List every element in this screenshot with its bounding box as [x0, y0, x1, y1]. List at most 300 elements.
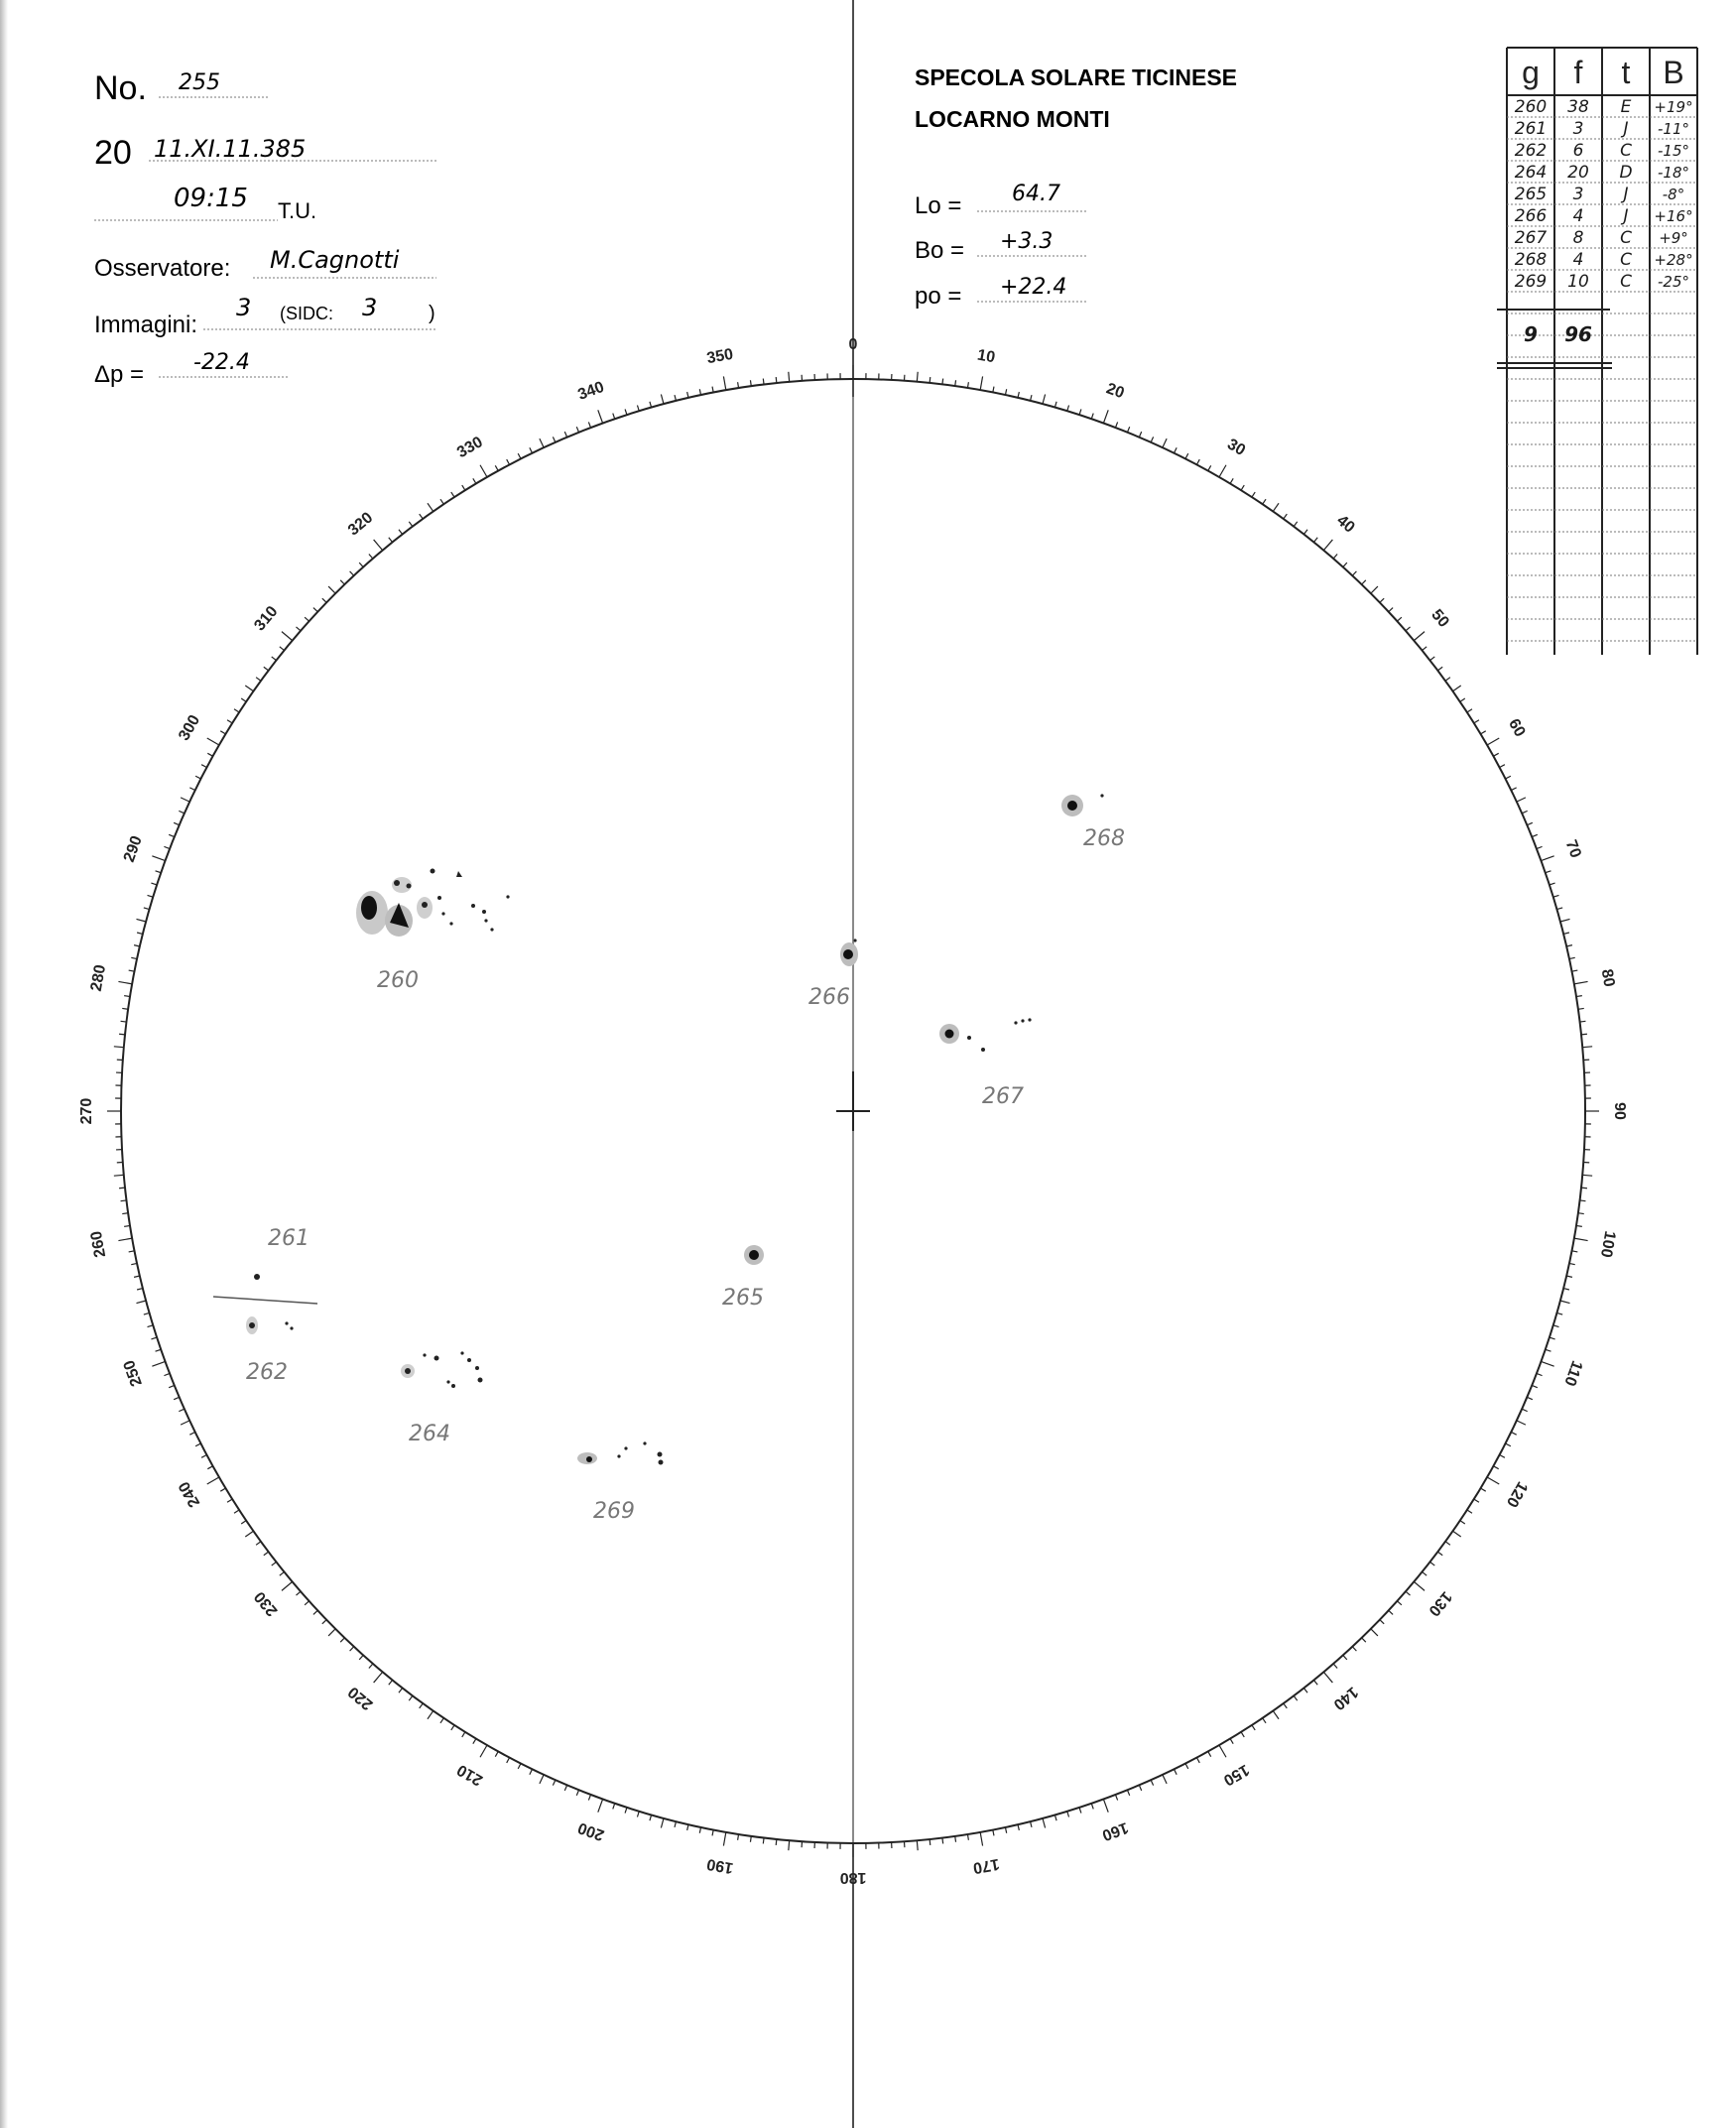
- degree-tick: [1284, 1703, 1288, 1708]
- degree-tick: [1005, 1827, 1006, 1833]
- degree-label-100: 100: [1596, 1229, 1619, 1259]
- sunspot-umbra: [441, 912, 444, 915]
- table-cell: 6: [1572, 141, 1584, 161]
- group-label-264: 264: [409, 1422, 450, 1446]
- degree-tick: [763, 1837, 764, 1843]
- degree-tick: [1571, 970, 1577, 971]
- degree-tick: [1127, 427, 1129, 433]
- degree-label-0: 0: [848, 336, 858, 354]
- group-label-268: 268: [1083, 826, 1125, 851]
- degree-tick: [1550, 1337, 1555, 1339]
- degree-tick: [451, 492, 454, 497]
- sunspot-umbra: [482, 910, 486, 914]
- header-center: [915, 64, 1237, 310]
- degree-tick: [409, 1695, 413, 1700]
- degree-tick: [179, 1409, 184, 1411]
- degree-tick: [369, 554, 373, 559]
- degree-tick: [1323, 540, 1332, 551]
- degree-tick: [207, 738, 219, 745]
- degree-tick: [189, 788, 194, 791]
- degree-tick: [227, 720, 232, 723]
- group-label-265: 265: [722, 1286, 764, 1311]
- degree-tick: [625, 409, 627, 415]
- table-cell: C: [1620, 141, 1632, 161]
- table-cell: 38: [1567, 97, 1589, 117]
- table-cell: C: [1620, 250, 1632, 270]
- degree-tick: [220, 731, 225, 734]
- degree-tick: [1362, 580, 1366, 584]
- sunspot-umbra: [643, 1441, 646, 1444]
- degree-tick: [137, 933, 143, 934]
- table-cell: C: [1620, 272, 1632, 292]
- table-cell: 265: [1514, 185, 1548, 204]
- sunspot-umbra: [1021, 1019, 1024, 1022]
- table-cell: 264: [1514, 163, 1548, 183]
- degree-tick: [1333, 554, 1337, 559]
- degree-tick: [1219, 465, 1226, 477]
- degree-tick: [1406, 1591, 1411, 1595]
- sunspot-umbra: [460, 1351, 463, 1354]
- degree-tick: [750, 1836, 751, 1842]
- observer-value: M.Cagnotti: [270, 246, 400, 274]
- sunspot-umbra: [423, 1353, 426, 1356]
- degree-tick: [738, 382, 739, 388]
- degree-label-80: 80: [1597, 967, 1618, 989]
- degree-tick: [1230, 1739, 1233, 1744]
- degree-tick: [1582, 1047, 1592, 1048]
- table-cell: 3: [1572, 119, 1584, 139]
- degree-tick: [1576, 996, 1582, 997]
- table-cell: 8: [1572, 228, 1584, 248]
- sunspot-umbra: [475, 1366, 479, 1370]
- degree-tick: [1581, 1188, 1587, 1189]
- degree-tick: [151, 1337, 157, 1339]
- degree-tick: [1414, 1581, 1425, 1590]
- degree-tick: [256, 1542, 261, 1546]
- sunspot-group-267: [939, 1018, 1032, 1052]
- group-label-267: 267: [982, 1084, 1024, 1109]
- degree-tick: [1185, 453, 1188, 458]
- degree-tick: [1273, 1711, 1279, 1719]
- degree-tick: [1474, 1499, 1479, 1502]
- degree-tick: [264, 667, 269, 671]
- degree-tick: [712, 1829, 713, 1835]
- degree-tick: [174, 822, 180, 824]
- date-value: 11.XI.11.385: [154, 135, 307, 163]
- degree-tick: [359, 1655, 363, 1659]
- degree-tick: [144, 1313, 150, 1314]
- degree-tick: [588, 422, 590, 428]
- degree-tick: [530, 1769, 533, 1774]
- degree-tick: [1522, 811, 1527, 813]
- degree-label-300: 300: [176, 712, 204, 744]
- table-cell: J: [1623, 119, 1629, 139]
- observer-label: Osservatore:: [94, 255, 231, 282]
- table-cell: 20: [1567, 163, 1589, 183]
- degree-tick: [169, 1385, 175, 1387]
- degree-tick: [122, 1213, 128, 1214]
- degree-tick: [1493, 1466, 1498, 1469]
- degree-tick: [1532, 1385, 1538, 1387]
- degree-tick: [305, 617, 309, 621]
- sunspot-umbra: [394, 880, 400, 886]
- table-cell: 4: [1572, 250, 1584, 270]
- table-cell: 4: [1572, 206, 1584, 226]
- table-cell: 269: [1514, 272, 1548, 292]
- table-cell: D: [1619, 163, 1633, 183]
- degree-tick: [613, 1804, 615, 1810]
- degree-tick: [313, 608, 317, 612]
- degree-tick: [129, 1251, 135, 1252]
- degree-tick: [1343, 563, 1347, 566]
- degree-tick: [1541, 856, 1553, 861]
- degree-tick: [1115, 422, 1117, 428]
- table-cell: 10: [1567, 272, 1589, 292]
- degree-tick: [201, 1454, 206, 1457]
- degree-tick: [1352, 1647, 1356, 1651]
- degree-label-320: 320: [344, 509, 377, 540]
- degree-tick: [473, 478, 476, 483]
- degree-tick: [661, 1818, 664, 1828]
- sunspot-umbra: [437, 896, 441, 900]
- degree-tick: [1460, 698, 1465, 701]
- degree-tick: [625, 1808, 627, 1814]
- sunspot-umbra: [749, 1250, 759, 1260]
- degree-label-180: 180: [839, 1868, 867, 1886]
- degree-tick: [264, 1552, 269, 1556]
- time-suffix: T.U.: [278, 198, 317, 223]
- degree-tick: [675, 395, 676, 401]
- degree-tick: [1576, 1225, 1582, 1226]
- degree-tick: [598, 1799, 603, 1812]
- sunspot-umbra: [446, 1380, 449, 1383]
- degree-label-110: 110: [1560, 1358, 1586, 1389]
- degree-tick: [282, 1581, 293, 1590]
- table-header-g: g: [1522, 55, 1540, 90]
- degree-tick: [1241, 1732, 1244, 1737]
- table-cell: 260: [1514, 97, 1548, 117]
- degree-tick: [1550, 883, 1555, 885]
- degree-tick: [280, 647, 285, 651]
- table-cell: 3: [1572, 185, 1584, 204]
- degree-tick: [1566, 1276, 1572, 1277]
- degree-tick: [1481, 1488, 1486, 1491]
- degree-tick: [245, 1531, 253, 1537]
- degree-tick: [1018, 1824, 1019, 1830]
- degree-tick: [1423, 647, 1427, 651]
- sidc-close: ): [429, 303, 435, 324]
- degree-tick: [1139, 1785, 1141, 1791]
- degree-tick: [1252, 492, 1255, 497]
- sunspot-umbra: [843, 949, 853, 959]
- p0-value: +22.4: [1000, 275, 1067, 300]
- degree-tick: [428, 1711, 434, 1719]
- degree-tick: [234, 709, 239, 712]
- degree-label-220: 220: [344, 1683, 377, 1713]
- degree-tick: [189, 1433, 194, 1436]
- degree-tick: [181, 798, 189, 802]
- degree-tick: [1560, 1301, 1570, 1304]
- sunspot-umbra: [659, 1460, 664, 1465]
- degree-tick: [389, 538, 393, 543]
- degree-tick: [272, 657, 277, 661]
- degree-tick: [134, 1276, 140, 1277]
- degree-tick: [245, 686, 253, 691]
- degree-tick: [241, 698, 246, 701]
- degree-tick: [1362, 1638, 1366, 1642]
- degree-tick: [699, 389, 700, 395]
- degree-label-340: 340: [575, 378, 607, 404]
- table-cell: 261: [1514, 119, 1548, 139]
- degree-tick: [136, 919, 146, 922]
- degree-tick: [1414, 632, 1425, 641]
- sunspot-umbra: [506, 895, 509, 898]
- degree-tick: [1208, 1751, 1211, 1756]
- degree-tick: [156, 871, 162, 873]
- degree-tick: [1437, 1552, 1442, 1556]
- degree-tick: [1537, 1373, 1543, 1375]
- degree-tick: [712, 387, 713, 393]
- sunspot-umbra: [431, 869, 435, 874]
- degree-tick: [207, 1466, 212, 1469]
- degree-tick: [409, 522, 413, 527]
- observatory-location: LOCARNO MONTI: [915, 106, 1110, 132]
- degree-tick: [473, 1739, 476, 1744]
- sunspot-umbra: [478, 1378, 483, 1383]
- images-value: 3: [236, 294, 252, 321]
- degree-tick: [227, 1499, 232, 1502]
- degree-tick: [1569, 1263, 1575, 1264]
- degree-tick: [1043, 1818, 1046, 1828]
- dp-label: Δp =: [94, 361, 145, 388]
- degree-tick: [650, 402, 652, 408]
- degree-tick: [1313, 538, 1317, 543]
- degree-tick: [121, 1021, 127, 1022]
- degree-tick: [1522, 1409, 1527, 1411]
- sunspot-umbra: [285, 1321, 288, 1324]
- degree-tick: [462, 485, 465, 490]
- degree-tick: [313, 1610, 317, 1614]
- degree-tick: [136, 1301, 146, 1304]
- degree-tick: [428, 503, 434, 511]
- degree-tick: [322, 1620, 326, 1624]
- degree-tick: [134, 945, 140, 946]
- degree-tick: [1579, 1021, 1585, 1022]
- degree-tick: [1500, 1454, 1505, 1457]
- degree-tick: [917, 1840, 918, 1850]
- degree-tick: [1430, 657, 1435, 661]
- degree-tick: [1294, 1695, 1298, 1700]
- degree-label-130: 130: [1425, 1587, 1455, 1620]
- degree-tick: [1423, 1571, 1427, 1575]
- degree-tick: [1517, 1421, 1526, 1425]
- sunspot-group-266: [840, 939, 858, 966]
- sidc-value: 3: [362, 294, 378, 321]
- degree-tick: [564, 1785, 566, 1791]
- degree-tick: [1175, 1769, 1178, 1774]
- degree-tick: [495, 465, 498, 470]
- degree-tick: [1453, 686, 1461, 691]
- degree-tick: [156, 1349, 162, 1351]
- degree-tick: [1556, 908, 1562, 910]
- degree-tick: [1430, 1562, 1435, 1565]
- degree-tick: [1079, 1808, 1081, 1814]
- degree-tick: [1043, 394, 1046, 404]
- degree-tick: [1389, 1610, 1393, 1614]
- table-total-cell: 96: [1564, 322, 1592, 346]
- degree-tick: [1371, 586, 1378, 593]
- degree-tick: [1532, 834, 1538, 836]
- sunspot-group-265: [744, 1245, 764, 1265]
- degree-tick: [993, 1829, 994, 1835]
- degree-tick: [1175, 447, 1178, 452]
- dp-value: -22.4: [193, 350, 250, 375]
- table-cell: C: [1620, 228, 1632, 248]
- sunspot-umbra: [434, 1356, 439, 1361]
- degree-tick: [1467, 709, 1472, 712]
- degree-tick: [374, 540, 383, 551]
- degree-label-330: 330: [454, 434, 486, 462]
- degree-label-40: 40: [1333, 512, 1358, 537]
- degree-tick: [588, 1795, 590, 1801]
- sunspot-umbra: [467, 1358, 471, 1362]
- degree-tick: [1389, 608, 1393, 612]
- degree-tick: [723, 1832, 725, 1846]
- degree-tick: [661, 394, 664, 404]
- degree-label-210: 210: [454, 1760, 486, 1789]
- degree-tick: [328, 1629, 335, 1636]
- degree-tick: [1506, 1443, 1511, 1446]
- table-cell: -8°: [1662, 186, 1685, 203]
- degree-label-150: 150: [1220, 1760, 1252, 1789]
- table-cell: -18°: [1658, 164, 1689, 182]
- degree-label-240: 240: [176, 1478, 204, 1510]
- group-label-260: 260: [377, 968, 419, 993]
- sunspot-group-261: [254, 1274, 260, 1280]
- table-cell: J: [1623, 185, 1629, 204]
- degree-label-120: 120: [1502, 1478, 1531, 1510]
- sunspot-group-269: [577, 1441, 664, 1464]
- degree-tick: [148, 895, 154, 897]
- degree-tick: [1208, 465, 1211, 470]
- degree-tick: [151, 883, 157, 885]
- table-cell: -11°: [1658, 120, 1689, 138]
- degree-tick: [131, 1263, 137, 1264]
- degree-tick: [495, 1751, 498, 1756]
- sunspot-umbra: [945, 1030, 954, 1039]
- no-value: 255: [179, 70, 220, 95]
- group-label-269: 269: [593, 1499, 635, 1524]
- degree-tick: [1563, 1289, 1569, 1290]
- table-cell: J: [1623, 206, 1629, 226]
- group-label-266: 266: [808, 985, 850, 1010]
- l0-value: 64.7: [1012, 182, 1060, 206]
- degree-tick: [1103, 1799, 1108, 1812]
- degree-tick: [1241, 485, 1244, 490]
- degree-label-230: 230: [251, 1587, 282, 1620]
- sunspot-umbra: [449, 922, 452, 925]
- degree-tick: [399, 1689, 403, 1693]
- degree-tick: [1005, 389, 1006, 395]
- degree-tick: [1151, 1780, 1153, 1785]
- degree-tick: [1067, 406, 1069, 412]
- degree-tick: [350, 571, 354, 575]
- degree-tick: [1500, 765, 1505, 768]
- degree-tick: [1517, 798, 1526, 802]
- degree-tick: [152, 856, 165, 861]
- degree-tick: [1511, 788, 1516, 791]
- degree-tick: [1091, 1804, 1093, 1810]
- degree-tick: [296, 627, 301, 631]
- degree-tick: [738, 1834, 739, 1840]
- degree-tick: [750, 380, 751, 386]
- degree-tick: [1185, 1764, 1188, 1769]
- degree-tick: [1487, 738, 1499, 745]
- degree-tick: [1437, 667, 1442, 671]
- degree-tick: [1031, 1821, 1032, 1827]
- table-header-B: B: [1663, 55, 1684, 90]
- degree-tick: [955, 1836, 956, 1842]
- degree-tick: [420, 1703, 424, 1708]
- degree-tick: [280, 1571, 285, 1575]
- degree-label-260: 260: [87, 1229, 110, 1259]
- degree-tick: [1380, 1620, 1384, 1624]
- degree-tick: [462, 1732, 465, 1737]
- no-label: No.: [94, 69, 147, 107]
- sunspot-group-262: [246, 1316, 294, 1334]
- degree-tick: [955, 380, 956, 386]
- degree-label-170: 170: [971, 1854, 1001, 1877]
- table-total-cell: 9: [1524, 322, 1538, 346]
- degree-tick: [148, 1325, 154, 1327]
- degree-tick: [1196, 459, 1199, 464]
- sunspot-umbra: [624, 1446, 627, 1449]
- table-cell: +19°: [1654, 98, 1693, 116]
- degree-tick: [220, 1488, 225, 1491]
- degree-tick: [124, 996, 130, 997]
- degree-tick: [1553, 1325, 1559, 1327]
- sunspot-group-260: [356, 869, 510, 938]
- degree-tick: [389, 1681, 393, 1686]
- degree-tick: [576, 427, 578, 433]
- degree-tick: [234, 1510, 239, 1513]
- b0-value: +3.3: [1000, 229, 1054, 254]
- degree-tick: [1546, 871, 1551, 873]
- degree-tick: [118, 1238, 132, 1240]
- time-value: 09:15: [174, 184, 248, 213]
- degree-tick: [1139, 432, 1141, 438]
- degree-tick: [114, 1175, 124, 1176]
- degree-tick: [1581, 1034, 1587, 1035]
- degree-tick: [1397, 1601, 1401, 1605]
- degree-tick: [1546, 1349, 1551, 1351]
- degree-tick: [1453, 1531, 1461, 1537]
- sunspot-umbra: [456, 871, 462, 877]
- degree-tick: [980, 1832, 982, 1846]
- degree-tick: [1054, 402, 1056, 408]
- degree-label-350: 350: [705, 345, 735, 368]
- degree-tick: [1303, 530, 1307, 535]
- degree-tick: [195, 776, 200, 779]
- sunspot-umbra: [407, 884, 412, 889]
- degree-tick: [440, 1718, 443, 1723]
- degree-tick: [530, 447, 533, 452]
- degree-tick: [675, 1821, 676, 1827]
- degree-tick: [119, 1034, 125, 1035]
- degree-tick: [1054, 1815, 1056, 1820]
- degree-label-60: 60: [1504, 715, 1529, 740]
- degree-tick: [322, 598, 326, 602]
